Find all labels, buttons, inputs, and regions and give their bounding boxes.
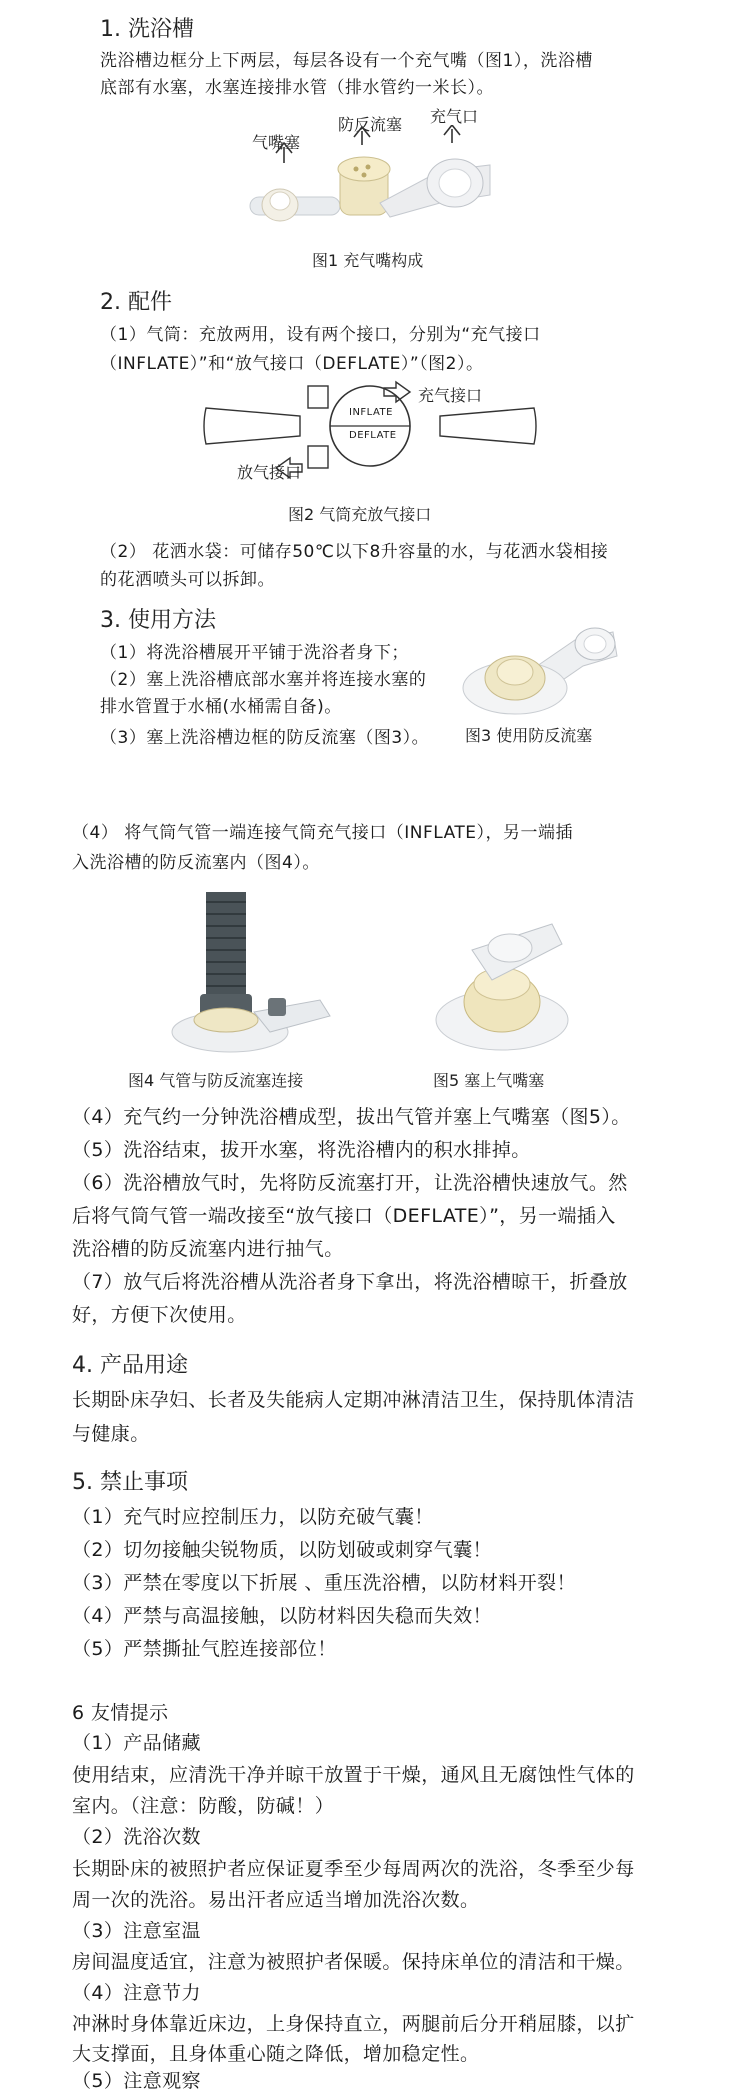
figure-1-valve-image: [240, 125, 500, 245]
section-1-text-line: 底部有水塞，水塞连接排水管（排水管约一米长）。: [100, 78, 494, 98]
figure-4-hose-valve-image: [170, 882, 340, 1057]
section-4-text-line: 与健康。: [72, 1423, 150, 1445]
figure-5-valve-image: [432, 910, 572, 1060]
section-3-text-line: 排水管置于水桶(水桶需自备)。: [100, 697, 342, 717]
section-4-title: 4. 产品用途: [72, 1353, 188, 1378]
figure-2-caption: 图2 气筒充放气接口: [288, 505, 432, 524]
figure-4-caption: 图4 气管与防反流塞连接: [128, 1071, 304, 1090]
prohibition-item: （1）充气时应控制压力，以防充破气囊！: [72, 1506, 434, 1528]
section-1-title: 1. 洗浴槽: [100, 17, 194, 42]
prohibition-item: （3）严禁在零度以下折展 、重压洗浴槽，以防材料开裂！: [72, 1572, 576, 1594]
tip-text-line: 长期卧床的被照护者应保证夏季至少每周两次的洗浴，冬季至少每: [72, 1858, 635, 1880]
pump-deflate-text: DEFLATE: [349, 430, 397, 441]
section-3-text-line: （3）塞上洗浴槽边框的防反流塞（图3）。: [100, 728, 430, 748]
tip-text-line: 室内。（注意：防酸，防碱！）: [72, 1795, 335, 1817]
figure-3-caption: 图3 使用防反流塞: [465, 726, 593, 745]
figure-5-caption: 图5 塞上气嘴塞: [433, 1071, 545, 1090]
section-3-text-line: （6）洗浴槽放气时，先将防反流塞打开，让洗浴槽快速放气。然: [72, 1172, 628, 1194]
tip-text-line: 周一次的洗浴。易出汗者应适当增加洗浴次数。: [72, 1889, 480, 1911]
section-2-title: 2. 配件: [100, 290, 172, 315]
section-2-text-line: （2） 花洒水袋：可储存50℃以下8升容量的水，与花洒水袋相接: [100, 542, 609, 562]
tip-heading: （2）洗浴次数: [72, 1826, 201, 1848]
section-6-title: 6 友情提示: [72, 1702, 169, 1724]
section-3-text-line: （2）塞上洗浴槽底部水塞并将连接水塞的: [100, 670, 427, 690]
section-3-text-line: （4）充气约一分钟洗浴槽成型，拔出气管并塞上气嘴塞（图5）。: [72, 1106, 631, 1128]
tip-heading: （3）注意室温: [72, 1920, 201, 1942]
tip-heading: （1）产品储藏: [72, 1732, 201, 1754]
section-2-text-line: 的花洒喷头可以拆卸。: [100, 570, 275, 590]
label-inflate-port: 充气接口: [418, 386, 483, 405]
section-3-title: 3. 使用方法: [100, 608, 216, 633]
prohibition-item: （4）严禁与高温接触，以防材料因失稳而失效！: [72, 1605, 492, 1627]
section-5-title: 5. 禁止事项: [72, 1470, 188, 1495]
tip-text-line: 冲淋时身体靠近床边，上身保持直立，两腿前后分开稍屈膝，以扩: [72, 2013, 635, 2035]
prohibition-item: （5）严禁撕扯气腔连接部位！: [72, 1638, 337, 1660]
section-3-text-line: （5）洗浴结束，拔开水塞，将洗浴槽内的积水排掉。: [72, 1139, 531, 1161]
section-3-text-line: 好，方便下次使用。: [72, 1304, 247, 1326]
figure-1-caption: 图1 充气嘴构成: [312, 251, 424, 270]
section-3-text-line: （1）将洗浴槽展开平铺于洗浴者身下；: [100, 643, 409, 663]
label-air-plug: 气嘴塞: [252, 133, 301, 152]
section-1-text-line: 洗浴槽边框分上下两层，每层各设有一个充气嘴（图1），洗浴槽: [100, 51, 593, 71]
pump-inflate-text: INFLATE: [349, 407, 393, 418]
prohibition-item: （2）切勿接触尖锐物质，以防划破或刺穿气囊！: [72, 1539, 492, 1561]
tip-text-line: 大支撑面，且身体重心随之降低，增加稳定性。: [72, 2043, 480, 2065]
section-3-text-line: （7）放气后将洗浴槽从洗浴者身下拿出，将洗浴槽晾干，折叠放: [72, 1271, 628, 1293]
tip-heading: （5）注意观察: [72, 2070, 201, 2092]
label-deflate-port: 放气接口: [237, 463, 302, 482]
section-3-text-line: 洗浴槽的防反流塞内进行抽气。: [72, 1238, 344, 1260]
section-4-text-line: 长期卧床孕妇、长者及失能病人定期冲淋清洁卫生，保持肌体清洁: [72, 1389, 635, 1411]
section-3-text-line: （4） 将气筒气管一端连接气筒充气接口（INFLATE），另一端插: [72, 823, 574, 843]
label-backflow-plug: 防反流塞: [338, 115, 403, 134]
figure-3-valve-image: [455, 610, 635, 725]
section-2-text-line: （INFLATE）”和“放气接口（DEFLATE）”（图2）。: [100, 354, 484, 374]
tip-text-line: 使用结束，应清洗干净并晾干放置于干燥，通风且无腐蚀性气体的: [72, 1764, 635, 1786]
section-2-text-line: （1）气筒：充放两用，设有两个接口，分别为“充气接口: [100, 325, 541, 345]
section-3-text-line: 入洗浴槽的防反流塞内（图4）。: [72, 853, 320, 873]
section-3-text-line: 后将气筒气管一端改接至“放气接口（DEFLATE）”，另一端插入: [72, 1205, 616, 1227]
tip-text-line: 房间温度适宜，注意为被照护者保暖。保持床单位的清洁和干燥。: [72, 1951, 635, 1973]
label-inflation-port: 充气口: [430, 107, 479, 126]
tip-heading: （4）注意节力: [72, 1982, 201, 2004]
